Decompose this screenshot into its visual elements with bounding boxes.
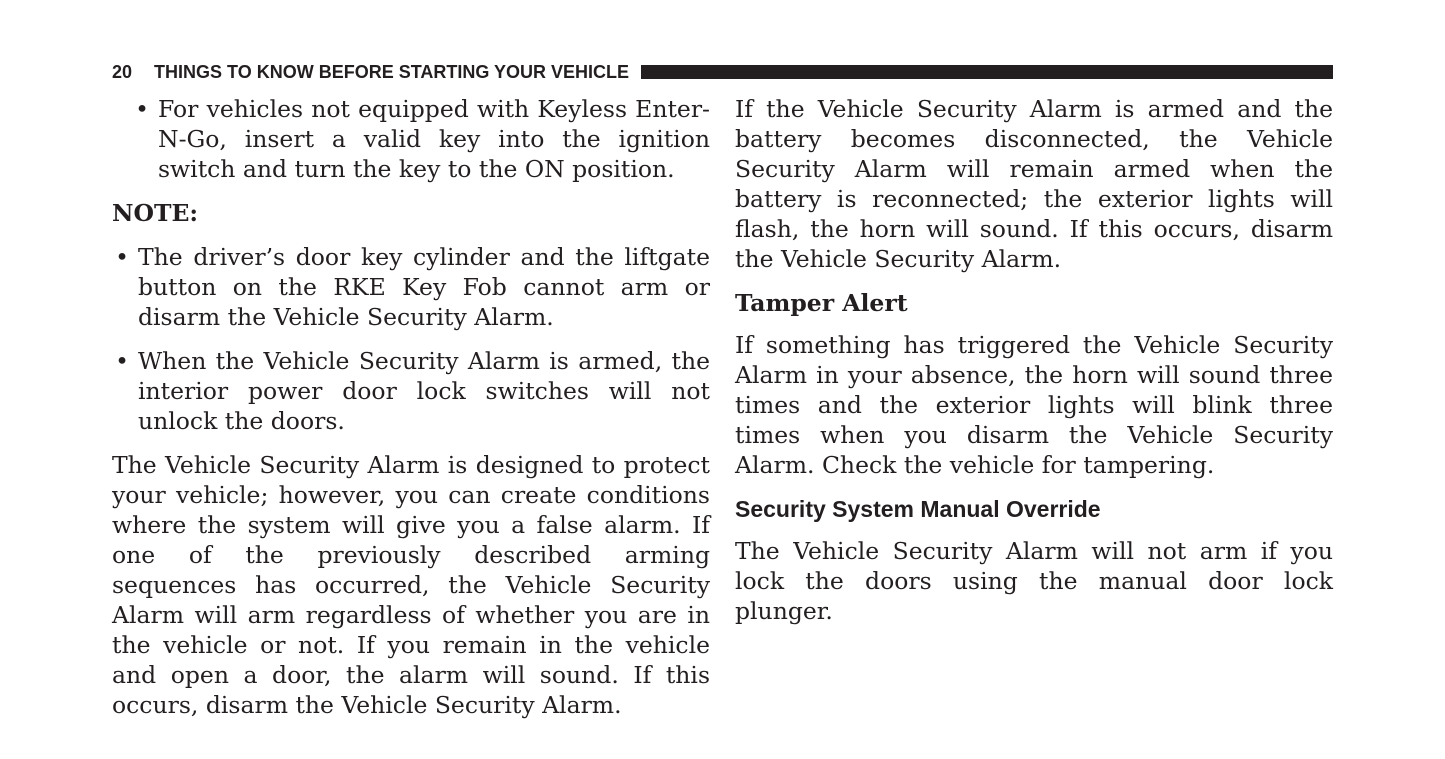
note-bullet-interior-locks — [112, 346, 710, 436]
page-header — [112, 60, 1333, 84]
bullet-dot: • — [135, 95, 149, 123]
battery-paragraph: If the Vehicle Security Alarm is armed and the battery becomes disconnected, the Vehicle Security Alarm will remain armed when the battery is reconnected; the exterior lights will flash, the horn will sound. If this occurs, disarm the Vehicle Security Alarm. — [735, 95, 1333, 273]
running-head: THINGS TO KNOW BEFORE STARTING YOUR VEHICLE — [154, 61, 630, 82]
header-rule — [641, 65, 1333, 79]
right-column — [735, 94, 1333, 626]
false-alarm-paragraph: The Vehicle Security Alarm is designed to protect your vehicle; however, you can create conditions where the system will give you a false alarm. If one of the previously described arming sequences has occurred, the Vehicle Security Alarm will arm regardless of whether you are in the vehicle or not. If you remain in the vehicle and open a door, the alarm will sound. If this occurs, disarm the Vehicle Security Alarm. — [112, 451, 710, 719]
page-number: 20 — [112, 61, 133, 82]
left-column — [112, 94, 710, 720]
note-bullet-text: The driver’s door key cylinder and the liftgate button on the RKE Key Fob cannot arm or disarm the Vehicle Security Alarm. — [138, 243, 710, 331]
bullet-keyless — [132, 94, 710, 184]
tamper-alert-paragraph: If something has triggered the Vehicle Security Alarm in your absence, the horn will sound three times and the exterior lights will blink three times when you disarm the Vehicle Security Alarm. Check the vehicle for tampering. — [735, 331, 1333, 479]
note-label: NOTE: — [112, 199, 199, 227]
bullet-dot: • — [115, 347, 129, 375]
tamper-alert-heading: Tamper Alert — [735, 289, 908, 317]
bullet-keyless-text: For vehicles not equipped with Keyless Enter-N-Go, insert a valid key into the ignition switch and turn the key to the ON position. — [158, 95, 710, 183]
manual-override-paragraph: The Vehicle Security Alarm will not arm if you lock the doors using the manual door lock plunger. — [735, 537, 1333, 625]
note-bullet-text: When the Vehicle Security Alarm is armed, the interior power door lock switches will not unlock the doors. — [138, 347, 710, 435]
note-bullet-door-key — [112, 242, 710, 332]
bullet-dot: • — [115, 243, 129, 271]
manual-override-heading: Security System Manual Override — [735, 496, 1101, 522]
